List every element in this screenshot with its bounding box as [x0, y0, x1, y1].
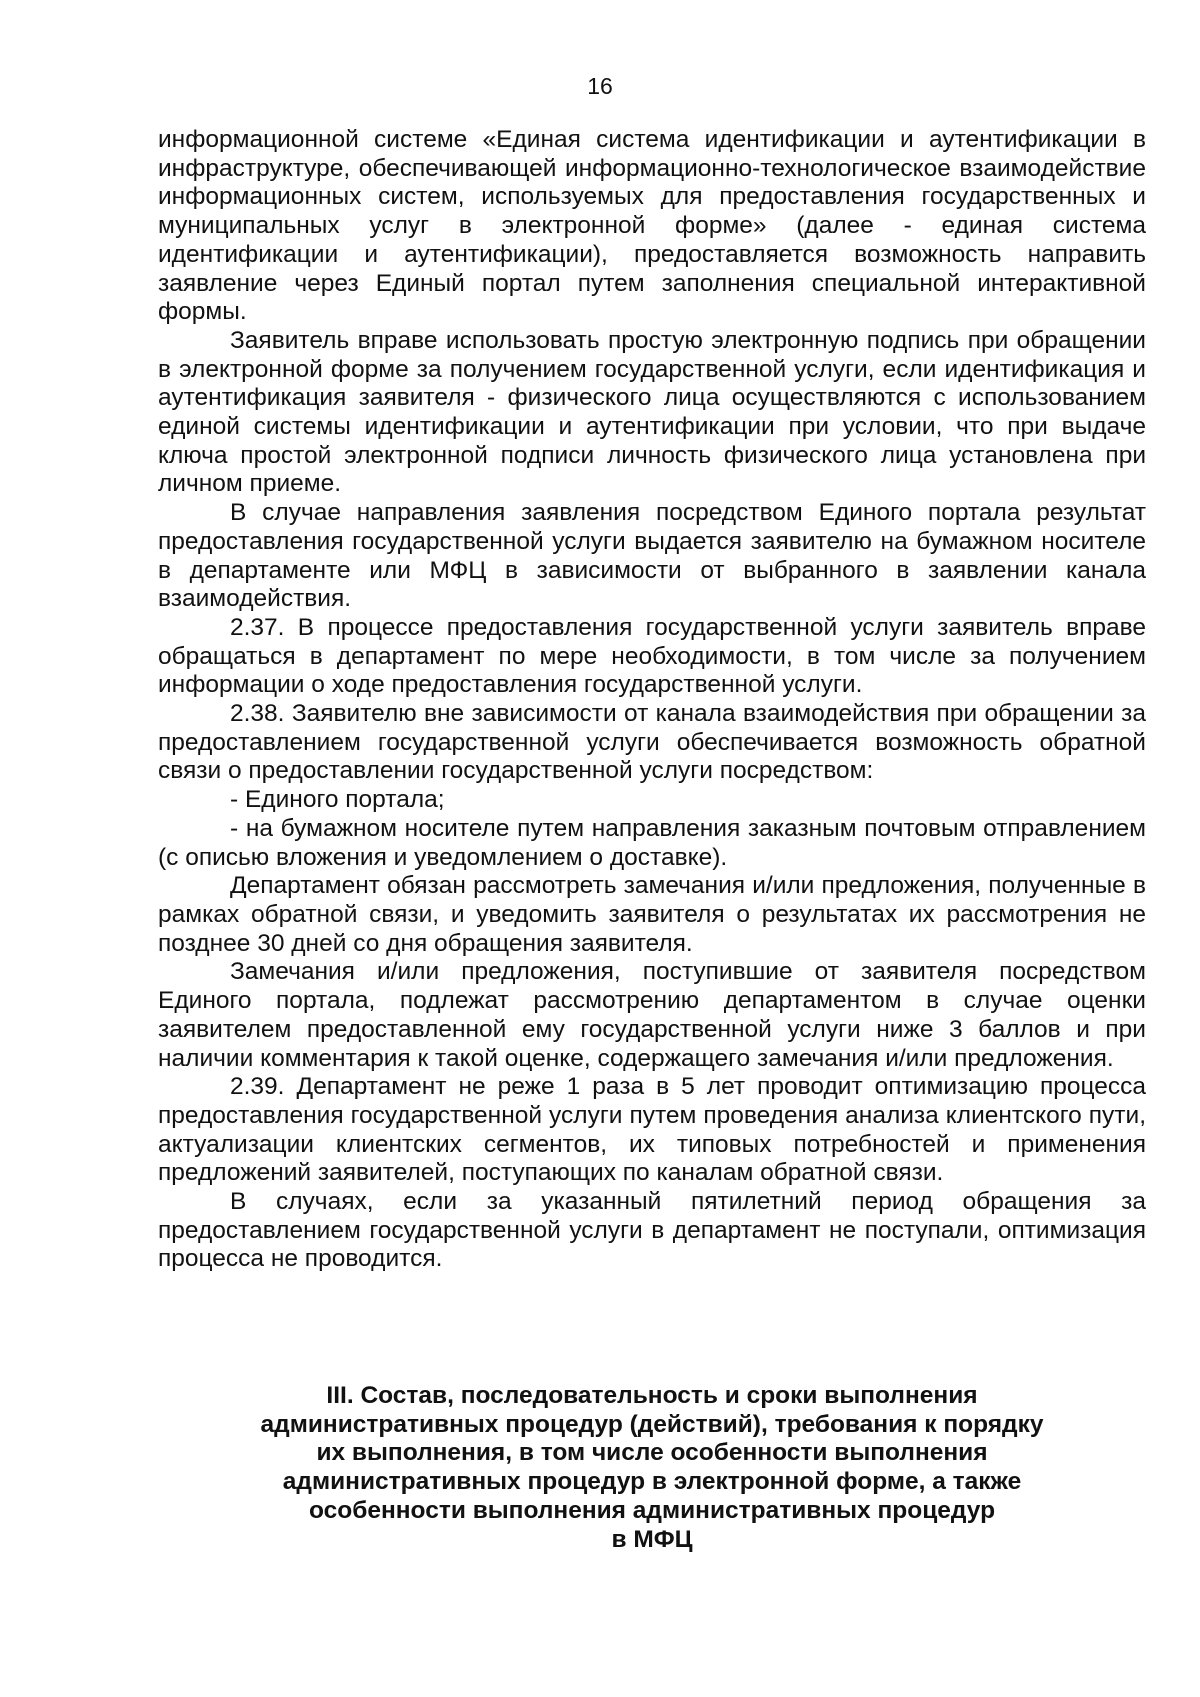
- section-heading-line: их выполнения, в том числе особенности выполнения: [316, 1439, 988, 1467]
- paragraph-2-38: 2.38. Заявителю вне зависимости от канала взаимодействия при обращении за предоставлением государственной услуги обеспечивается возможность обратной связи о предоставлении государственной услуги посредством:: [158, 700, 1146, 785]
- list-item: - Единого портала;: [230, 786, 445, 814]
- paragraph: информационной системе «Единая система идентификации и аутентификации в инфраструктуре, обеспечивающей информационно-технологическое взаимодействие информационных систем, используемых для предоставления государственных и муниципальных услуг в электронной форме» (далее - единая система идентификации и аутентификации), предоставляется возможность направить заявление через Единый портал путем заполнения специальной интерактивной формы.: [158, 126, 1146, 326]
- section-heading-line: административных процедур в электронной форме, а также: [282, 1468, 1022, 1496]
- document-body: [158, 126, 1146, 1274]
- section-heading-line: в МФЦ: [611, 1525, 693, 1553]
- section-heading: [158, 1382, 1146, 1554]
- section-heading-line: III. Состав, последовательность и сроки выполнения: [326, 1382, 978, 1409]
- paragraph-2-37: 2.37. В процессе предоставления государственной услуги заявитель вправе обращаться в департамент по мере необходимости, в том числе за получением информации о ходе предоставления государственной услуги.: [158, 613, 1146, 699]
- paragraph: Департамент обязан рассмотреть замечания и/или предложения, полученные в рамках обратной связи, и уведомить заявителя о результатах их рассмотрения не позднее 30 дней со дня обращения заявителя.: [158, 872, 1146, 957]
- list-item: - на бумажном носителе путем направления заказным почтовым отправлением (с описью вложения и уведомлением о доставке).: [158, 814, 1146, 871]
- paragraph: В случае направления заявления посредством Единого портала результат предоставления государственной услуги выдается заявителю на бумажном носителе в департаменте или МФЦ в зависимости от выбранного в заявлении канала взаимодействия.: [158, 499, 1146, 613]
- paragraph: В случаях, если за указанный пятилетний период обращения за предоставлением государственной услуги в департамент не поступали, оптимизация процесса не проводится.: [158, 1188, 1146, 1273]
- paragraph: Заявитель вправе использовать простую электронную подпись при обращении в электронной форме за получением государственной услуги, если идентификация и аутентификация заявителя - физического лица осуществляются с использованием единой системы идентификации и аутентификации при условии, что при выдаче ключа простой электронной подписи личность физического лица установлена при личном приеме.: [158, 326, 1146, 498]
- page-number: 16: [587, 73, 613, 99]
- paragraph-2-39: 2.39. Департамент не реже 1 раза в 5 лет проводит оптимизацию процесса предоставления государственной услуги путем проведения анализа клиентского пути, актуализации клиентских сегментов, их типовых потребностей и применения предложений заявителей, поступающих по каналам обратной связи.: [158, 1073, 1146, 1187]
- paragraph: Замечания и/или предложения, поступившие от заявителя посредством Единого портала, подлежат рассмотрению департаментом в случае оценки заявителем предоставленной ему государственной услуги ниже 3 баллов и при наличии комментария к такой оценке, содержащего замечания и/или предложения.: [158, 958, 1146, 1072]
- section-heading-line: административных процедур (действий), требования к порядку: [260, 1410, 1044, 1438]
- section-heading-line: особенности выполнения административных процедур: [308, 1496, 996, 1524]
